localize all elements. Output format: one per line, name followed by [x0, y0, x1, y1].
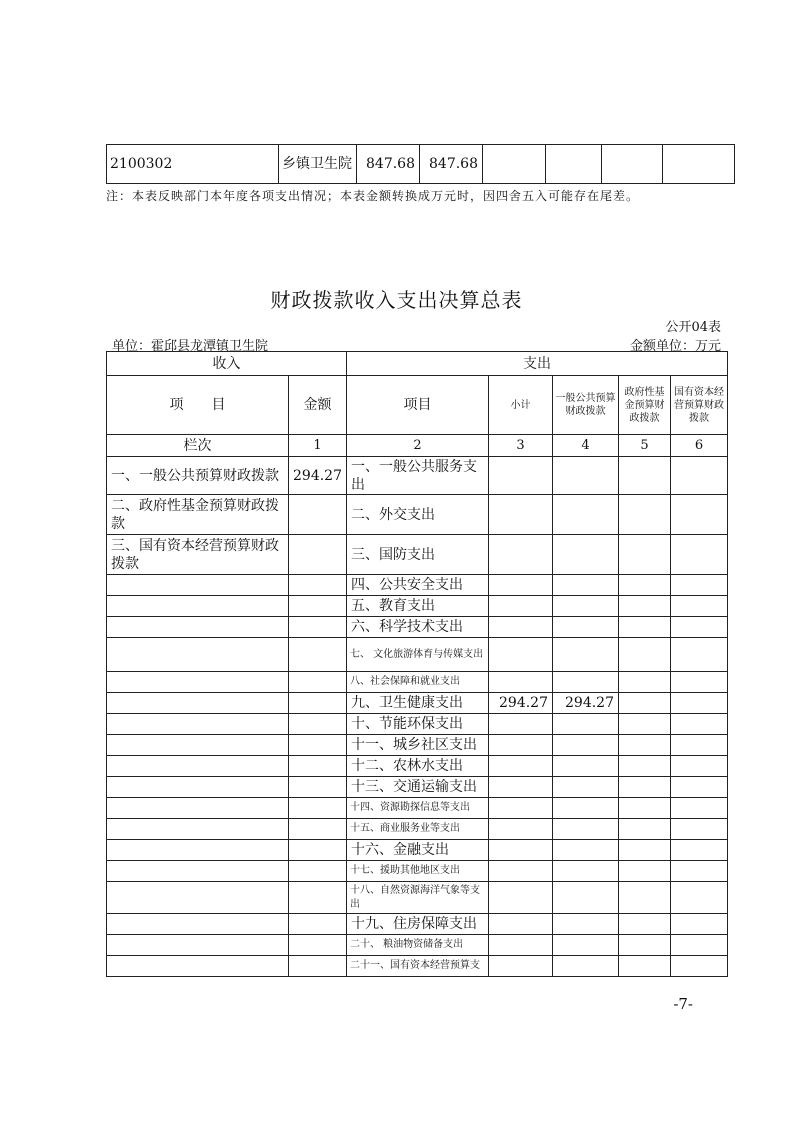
empty-cell [289, 638, 347, 672]
empty-cell [107, 756, 289, 777]
general-budget-cell [553, 777, 619, 798]
expense-item-label: 十四、资源勘探信息等支出 [347, 798, 489, 819]
general-budget-cell [553, 617, 619, 638]
empty-cell [671, 840, 728, 861]
item-header: 项 目 [107, 376, 289, 435]
empty-cell [289, 956, 347, 977]
income-amount [289, 495, 347, 535]
function-name: 乡镇卫生院 [279, 145, 357, 184]
column-index: 3 [489, 435, 553, 457]
expense-item-label: 三、国防支出 [347, 535, 489, 575]
expense-item-label: 六、科学技术支出 [347, 617, 489, 638]
budget-summary-table [106, 351, 728, 977]
general-budget-cell [553, 756, 619, 777]
column-index: 1 [289, 435, 347, 457]
empty-cell [671, 861, 728, 882]
general-budget-cell [553, 882, 619, 914]
expense-item-label: 十、节能环保支出 [347, 714, 489, 735]
empty-cell [289, 819, 347, 840]
empty-cell [671, 535, 728, 575]
general-budget-cell [553, 935, 619, 956]
empty-cell [289, 861, 347, 882]
expense-item-label: 二、外交支出 [347, 495, 489, 535]
previous-table-fragment [106, 144, 735, 184]
income-item-label: 三、国有资本经营预算财政拨款 [107, 535, 289, 575]
expense-item-label: 五、教育支出 [347, 596, 489, 617]
empty-cell [107, 861, 289, 882]
expense-item-label: 二十、 粮油物资储备支出 [347, 935, 489, 956]
empty-cell [619, 693, 671, 714]
empty-cell [663, 145, 735, 184]
page-title: 财政拨款收入支出决算总表 [270, 288, 523, 312]
empty-cell [619, 457, 671, 495]
general-budget-cell [553, 861, 619, 882]
table-row [107, 819, 728, 840]
empty-cell [289, 756, 347, 777]
empty-cell [107, 714, 289, 735]
empty-cell [289, 672, 347, 693]
empty-cell [107, 819, 289, 840]
general-budget-cell [553, 638, 619, 672]
empty-cell [619, 914, 671, 935]
table-row [107, 935, 728, 956]
empty-cell [107, 935, 289, 956]
general-budget-cell [553, 596, 619, 617]
table-note: 注：本表反映部门本年度各项支出情况；本表金额转换成万元时，因四舍五入可能存在尾差。 [106, 189, 640, 203]
general-budget-header: 一般公共预算财政拨款 [553, 376, 619, 435]
table-row [107, 617, 728, 638]
header-row [107, 376, 728, 435]
empty-cell [107, 914, 289, 935]
empty-cell [619, 882, 671, 914]
empty-cell [289, 714, 347, 735]
general-budget-cell [553, 714, 619, 735]
subtotal-cell [489, 638, 553, 672]
amount-cell: 847.68 [420, 145, 483, 184]
table-row [107, 693, 728, 714]
table-row [107, 575, 728, 596]
empty-cell [289, 777, 347, 798]
empty-cell [619, 935, 671, 956]
subtotal-cell: 294.27 [489, 693, 553, 714]
general-budget-cell [553, 840, 619, 861]
table-row [107, 638, 728, 672]
expense-item-label: 十八、自然资源海洋气象等支出 [347, 882, 489, 914]
empty-cell [671, 914, 728, 935]
empty-cell [289, 575, 347, 596]
empty-cell [671, 956, 728, 977]
general-budget-cell [553, 819, 619, 840]
empty-cell [671, 575, 728, 596]
table-row [107, 672, 728, 693]
empty-cell [619, 714, 671, 735]
subtotal-cell [489, 840, 553, 861]
expense-item-label: 十九、住房保障支出 [347, 914, 489, 935]
general-budget-cell [553, 457, 619, 495]
table-row [107, 777, 728, 798]
empty-cell [289, 840, 347, 861]
table-row [107, 714, 728, 735]
table-row [107, 457, 728, 495]
general-budget-cell [553, 672, 619, 693]
form-number: 公开04表 [665, 320, 721, 335]
table-row [107, 840, 728, 861]
general-budget-cell [553, 575, 619, 596]
empty-cell [619, 617, 671, 638]
general-budget-cell: 294.27 [553, 693, 619, 714]
table-row [107, 756, 728, 777]
general-budget-cell [553, 914, 619, 935]
empty-cell [619, 861, 671, 882]
empty-cell [107, 617, 289, 638]
subtotal-cell [489, 756, 553, 777]
empty-cell [619, 798, 671, 819]
empty-cell [619, 575, 671, 596]
expense-item-label: 十五、商业服务业等支出 [347, 819, 489, 840]
empty-cell [107, 735, 289, 756]
empty-cell [671, 638, 728, 672]
expense-header: 支出 [347, 352, 728, 376]
empty-cell [671, 457, 728, 495]
expense-item-label: 十二、农林水支出 [347, 756, 489, 777]
empty-cell [289, 693, 347, 714]
empty-cell [619, 596, 671, 617]
empty-cell [107, 575, 289, 596]
income-item-label: 一、一般公共预算财政拨款 [107, 457, 289, 495]
column-index: 5 [619, 435, 671, 457]
row-label: 栏次 [107, 435, 289, 457]
table-row [107, 596, 728, 617]
empty-cell [619, 535, 671, 575]
column-index: 4 [553, 435, 619, 457]
column-index: 2 [347, 435, 489, 457]
empty-cell [671, 693, 728, 714]
empty-cell [289, 617, 347, 638]
subtotal-cell [489, 861, 553, 882]
reporting-unit: 单位：霍邱县龙潭镇卫生院 [112, 339, 269, 354]
empty-cell [619, 819, 671, 840]
empty-cell [671, 495, 728, 535]
empty-cell [671, 672, 728, 693]
table-row [107, 798, 728, 819]
subtotal-cell [489, 617, 553, 638]
empty-cell [546, 145, 602, 184]
empty-cell [107, 596, 289, 617]
general-budget-cell [553, 798, 619, 819]
empty-cell [671, 714, 728, 735]
amount-cell: 847.68 [357, 145, 420, 184]
empty-cell [289, 914, 347, 935]
empty-cell [671, 596, 728, 617]
empty-cell [671, 756, 728, 777]
empty-cell [107, 693, 289, 714]
empty-cell [107, 777, 289, 798]
state-capital-header: 国有资本经营预算财政拨款 [671, 376, 728, 435]
empty-cell [619, 495, 671, 535]
subtotal-cell [489, 935, 553, 956]
general-budget-cell [553, 956, 619, 977]
expense-item-label: 十三、交通运输支出 [347, 777, 489, 798]
general-budget-cell [553, 495, 619, 535]
expense-item-label: 九、卫生健康支出 [347, 693, 489, 714]
subtotal-cell [489, 914, 553, 935]
subtotal-cell [489, 535, 553, 575]
expense-item-label: 七、 文化旅游体育与传媒支出 [347, 638, 489, 672]
empty-cell [671, 735, 728, 756]
table-row [107, 914, 728, 935]
page-number: -7- [673, 995, 693, 1013]
empty-cell [619, 672, 671, 693]
subtotal-cell [489, 596, 553, 617]
amount-unit: 金额单位：万元 [629, 339, 721, 354]
empty-cell [107, 882, 289, 914]
table-row [107, 145, 735, 184]
subtotal-cell [489, 735, 553, 756]
empty-cell [602, 145, 663, 184]
column-index: 6 [671, 435, 728, 457]
empty-cell [289, 596, 347, 617]
table-row [107, 495, 728, 535]
expense-item-header: 项目 [347, 376, 489, 435]
subtotal-cell [489, 495, 553, 535]
subtotal-cell [489, 575, 553, 596]
amount-header: 金额 [289, 376, 347, 435]
empty-cell [671, 882, 728, 914]
header-row [107, 352, 728, 376]
gov-fund-header: 政府性基金预算财政拨款 [619, 376, 671, 435]
empty-cell [107, 956, 289, 977]
income-amount [289, 535, 347, 575]
empty-cell [289, 935, 347, 956]
table-row [107, 956, 728, 977]
subtotal-cell [489, 714, 553, 735]
empty-cell [671, 777, 728, 798]
empty-cell [671, 935, 728, 956]
empty-cell [619, 840, 671, 861]
empty-cell [671, 798, 728, 819]
empty-cell [671, 819, 728, 840]
subtotal-cell [489, 956, 553, 977]
subtotal-cell [489, 798, 553, 819]
empty-cell [107, 798, 289, 819]
empty-cell [483, 145, 546, 184]
subtotal-cell [489, 672, 553, 693]
expense-item-label: 十七、援助其他地区支出 [347, 861, 489, 882]
income-item-label: 二、政府性基金预算财政拨款 [107, 495, 289, 535]
subtotal-cell [489, 882, 553, 914]
empty-cell [107, 840, 289, 861]
expense-item-label: 十六、金融支出 [347, 840, 489, 861]
expense-item-label: 八、社会保障和就业支出 [347, 672, 489, 693]
table-row [107, 861, 728, 882]
empty-cell [289, 882, 347, 914]
empty-cell [619, 777, 671, 798]
empty-cell [107, 672, 289, 693]
general-budget-cell [553, 535, 619, 575]
expense-item-label: 四、公共安全支出 [347, 575, 489, 596]
empty-cell [619, 956, 671, 977]
expense-item-label: 十一、城乡社区支出 [347, 735, 489, 756]
income-header: 收入 [107, 352, 347, 376]
table-row [107, 535, 728, 575]
expense-item-label: 二十一、国有资本经营预算支 [347, 956, 489, 977]
function-code: 2100302 [107, 145, 279, 184]
expense-item-label: 一、一般公共服务支出 [347, 457, 489, 495]
subtotal-cell [489, 457, 553, 495]
subtotal-cell [489, 777, 553, 798]
empty-cell [107, 638, 289, 672]
empty-cell [671, 617, 728, 638]
table-row [107, 882, 728, 914]
column-index-row [107, 435, 728, 457]
subtotal-cell [489, 819, 553, 840]
empty-cell [619, 638, 671, 672]
empty-cell [289, 798, 347, 819]
empty-cell [619, 735, 671, 756]
empty-cell [619, 756, 671, 777]
subtotal-header: 小计 [489, 376, 553, 435]
table-row [107, 735, 728, 756]
income-amount: 294.27 [289, 457, 347, 495]
general-budget-cell [553, 735, 619, 756]
empty-cell [289, 735, 347, 756]
